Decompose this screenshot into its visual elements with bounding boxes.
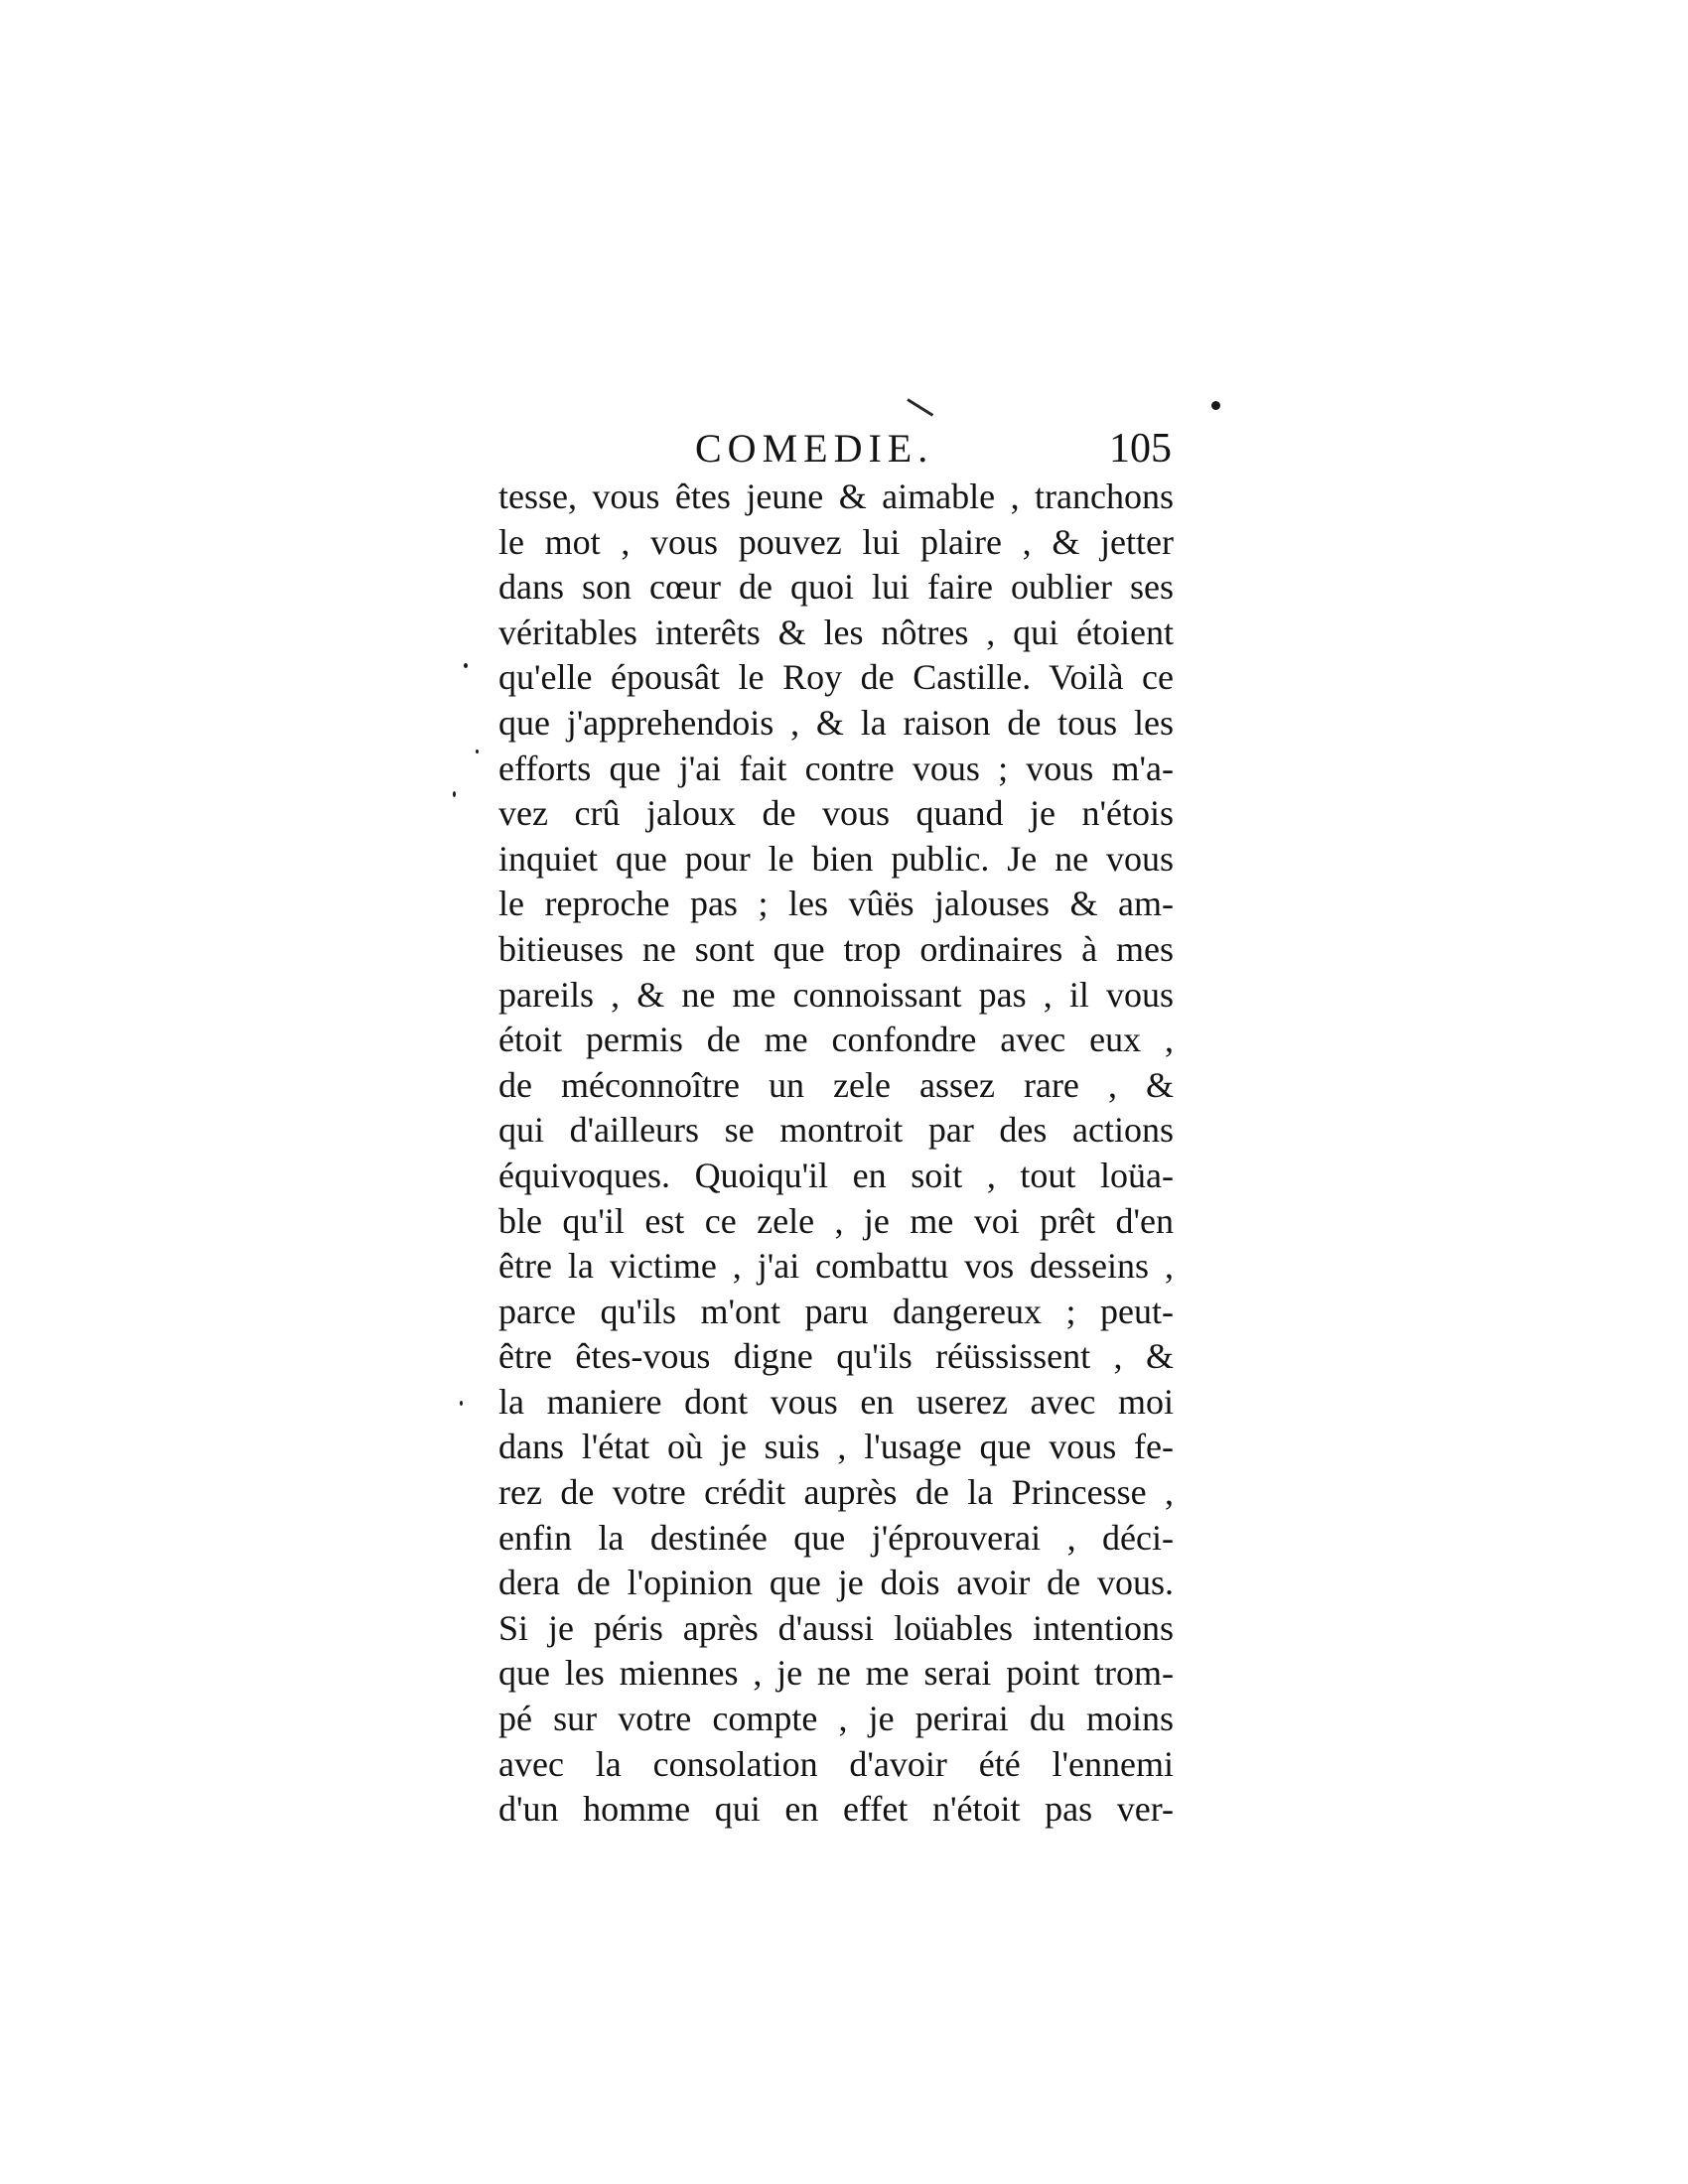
text-line: la maniere dont vous en userez avec moi (498, 1381, 1174, 1422)
text-line: pé sur votre compte , je perirai du moins (498, 1699, 1174, 1739)
text-line: vez crû jaloux de vous quand je n'étois (498, 793, 1174, 834)
text-line: d'un homme qui en effet n'étoit pas ver- (498, 1789, 1174, 1830)
text-line: avec la consolation d'avoir été l'ennemi (498, 1743, 1174, 1784)
stray-ink-dot (1211, 401, 1220, 410)
text-line: qu'elle épousât le Roy de Castille. Voilà ce (498, 657, 1174, 698)
margin-ink-dot (464, 663, 468, 668)
text-line: qui d'ailleurs se montroit par des actions (498, 1110, 1174, 1151)
text-line: dans l'état où je suis , l'usage que vous fe- (498, 1427, 1174, 1467)
text-line: le reproche pas ; les vûës jalouses & am- (498, 884, 1174, 924)
text-line: que j'apprehendois , & la raison de tous les (498, 702, 1174, 743)
text-line: étoit permis de me confondre avec eux , (498, 1020, 1174, 1060)
text-line: être la victime , j'ai combattu vos desseins , (498, 1246, 1174, 1287)
text-line: inquiet que pour le bien public. Je ne vous (498, 838, 1174, 879)
text-line: Si je péris après d'aussi loüables intentions (498, 1607, 1174, 1648)
stray-ink-stroke (907, 398, 933, 416)
text-line: ble qu'il est ce zele , je me voi prêt d'en (498, 1200, 1174, 1241)
text-line: dera de l'opinion que je dois avoir de vous. (498, 1563, 1174, 1603)
text-line: pareils , & ne me connoissant pas , il vous (498, 974, 1174, 1015)
text-line: véritables interêts & les nôtres , qui étoient (498, 612, 1174, 652)
text-line: enfin la destinée que j'éprouverai , déci- (498, 1517, 1174, 1558)
text-line: dans son cœur de quoi lui faire oublier ses (498, 567, 1174, 608)
text-line: efforts que j'ai fait contre vous ; vous m'a- (498, 748, 1174, 788)
running-title: COMEDIE. (695, 426, 934, 471)
text-line: être êtes-vous digne qu'ils réüssissent , & (498, 1336, 1174, 1377)
text-line: de méconnoître un zele assez rare , & (498, 1064, 1174, 1105)
text-line: tesse, vous êtes jeune & aimable , tranchons (498, 477, 1174, 516)
margin-ink-dot (460, 1401, 463, 1406)
margin-ink-dot (476, 750, 479, 753)
text-line: parce qu'ils m'ont paru dangereux ; peut- (498, 1291, 1174, 1331)
text-line: le mot , vous pouvez lui plaire , & jetter (498, 521, 1174, 562)
text-line: que les miennes , je ne me serai point trom- (498, 1653, 1174, 1694)
body-text (498, 475, 1174, 1833)
margin-ink-dot (453, 791, 456, 797)
text-line: équivoques. Quoiqu'il en soit , tout loüa- (498, 1155, 1174, 1195)
text-line: bitieuses ne sont que trop ordinaires à mes (498, 928, 1174, 969)
page-number: 105 (1109, 426, 1172, 472)
text-line: rez de votre crédit auprès de la Princesse , (498, 1472, 1174, 1513)
